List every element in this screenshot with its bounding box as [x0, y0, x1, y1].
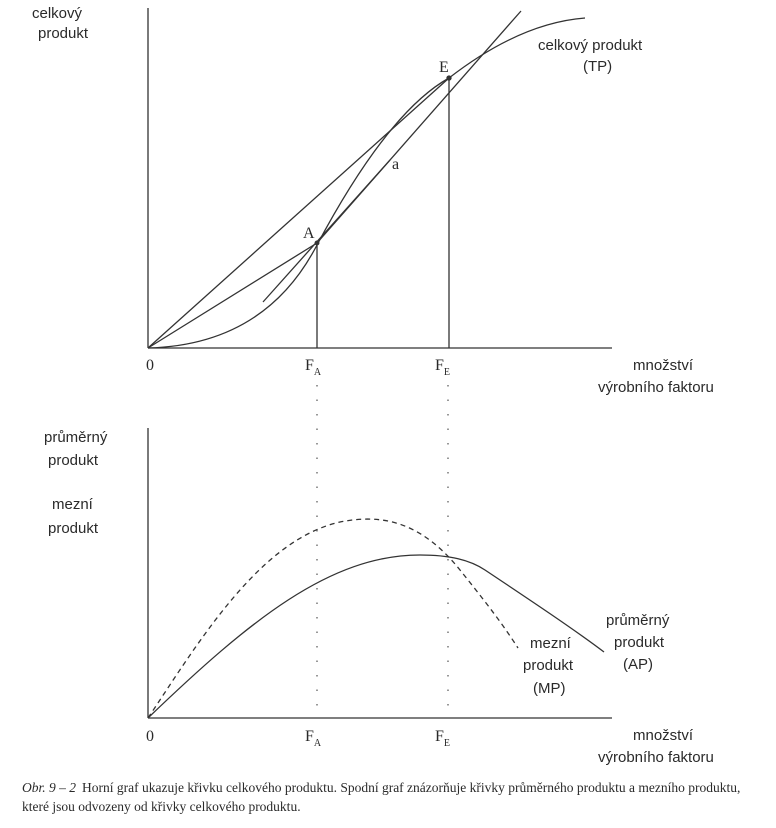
- top-ylabel-line1: celkový: [32, 5, 83, 22]
- top-xlabel-line1: množství: [633, 357, 694, 374]
- ray-to-e: [148, 78, 449, 348]
- bottom-fe-label: $F_E$: [435, 728, 451, 749]
- caption-text: Horní graf ukazuje křivku celkového produktu. Spodní graf znázorňuje křivky průměrného produktu a mezního produktu, které jsou odvozeny od křivky celkového produktu.: [22, 780, 741, 814]
- point-e-dot: [447, 76, 451, 80]
- figure-caption: [22, 778, 767, 816]
- top-origin: 0: [146, 357, 154, 374]
- bottom-ylabel2-line2: produkt: [48, 520, 99, 537]
- ap-label-line2: produkt: [614, 634, 665, 651]
- bottom-xlabel-line1: množství: [633, 727, 694, 744]
- ap-label-line1: průměrný: [606, 612, 670, 629]
- bottom-ylabel1-line2: produkt: [48, 452, 99, 469]
- tp-curve: [148, 18, 585, 348]
- tp-label-line2: (TP): [583, 58, 613, 75]
- bottom-panel: [148, 428, 612, 718]
- top-fa-label: $F_A$: [305, 357, 322, 378]
- top-xlabel-line2: výrobního faktoru: [598, 379, 714, 396]
- dotted-guides: [317, 385, 448, 718]
- mp-label-line1: mezní: [530, 635, 571, 652]
- ray-to-a: [148, 243, 317, 348]
- point-a-dot: [315, 241, 319, 245]
- top-panel: [148, 8, 612, 348]
- ap-label-line3: (AP): [623, 656, 653, 673]
- bottom-ylabel1-line1: průměrný: [44, 429, 108, 446]
- mp-label-line3: (MP): [533, 680, 566, 697]
- bottom-ylabel2-line1: mezní: [52, 496, 93, 513]
- point-e-label: E: [439, 59, 449, 76]
- bottom-xlabel-line2: výrobního faktoru: [598, 749, 714, 766]
- tp-label-line1: celkový produkt: [538, 37, 643, 54]
- mp-label-line2: produkt: [523, 657, 574, 674]
- tangent-label: a: [392, 156, 400, 173]
- mp-curve: [148, 519, 518, 718]
- tangent-line-a: [263, 160, 390, 302]
- top-ylabel-line2: produkt: [38, 25, 89, 42]
- top-fe-label: $F_E$: [435, 357, 451, 378]
- bottom-fa-label: $F_A$: [305, 728, 322, 749]
- figure-number: Obr. 9 – 2: [22, 780, 77, 795]
- bottom-origin: 0: [146, 728, 154, 745]
- point-a-label: A: [303, 225, 315, 242]
